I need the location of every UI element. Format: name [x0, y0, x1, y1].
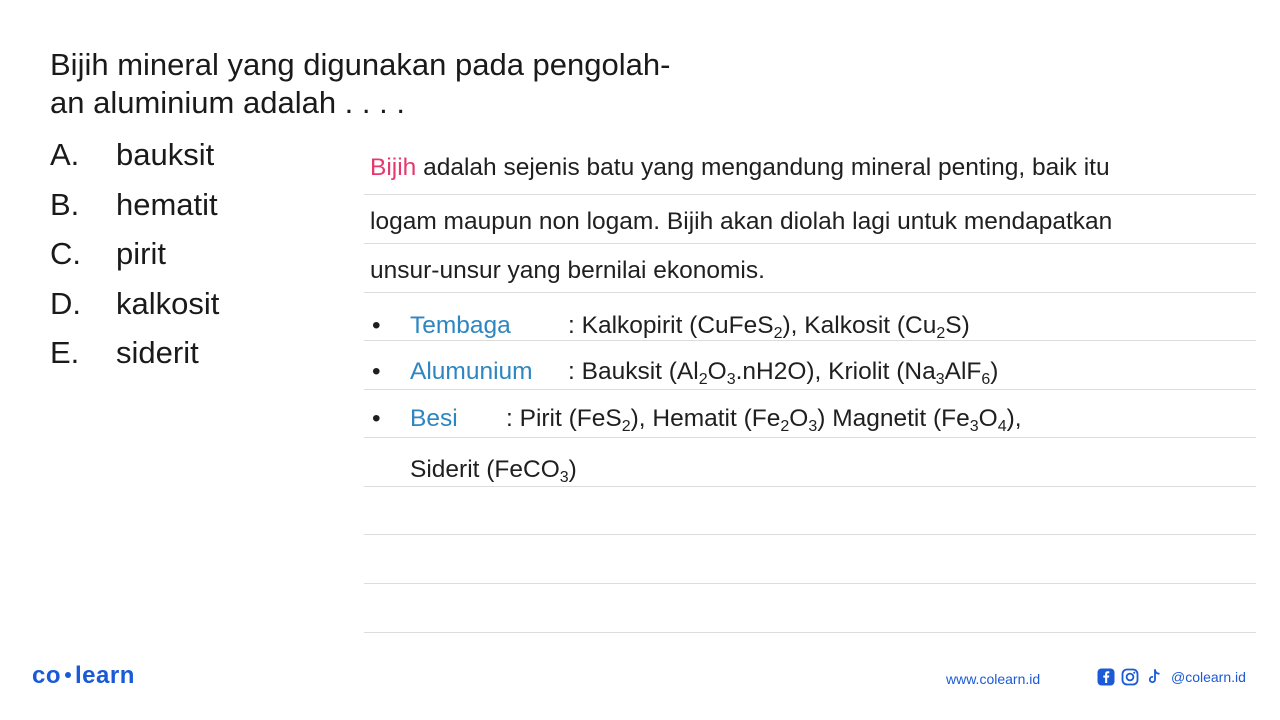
website-link[interactable]: www.colearn.id [946, 671, 1041, 687]
colearn-logo[interactable]: co learn [32, 662, 135, 689]
bullet-detail: : Bauksit $(Al_2O_3.nH2O)$, Kriolit $(Na_3AlF_6)$ [568, 358, 999, 388]
bullet-detail: : Kalkopirit (CuFeS$_2$), Kalkosit $(Cu_2S)$ [568, 312, 970, 342]
bullet-name: Tembaga [410, 312, 511, 339]
bullet-tembaga [372, 306, 970, 346]
bullet-continuation: Siderit (FeCO$_3$) [410, 456, 577, 486]
explanation-line-3: unsur-unsur yang bernilai ekonomis. [370, 257, 765, 284]
question-line-2: an aluminium adalah . . . . [50, 85, 405, 120]
explanation-line-2: logam maupun non logam. Bijih akan diolah lagi untuk mendapatkan [370, 208, 1113, 235]
logo-dot [65, 672, 71, 678]
rule-line [364, 194, 1256, 195]
question-line-1: Bijih mineral yang digunakan pada pengolah- [50, 47, 671, 82]
option-text: siderit [116, 335, 199, 370]
bullet-dot: • [372, 358, 381, 385]
option-text: bauksit [116, 137, 215, 172]
bullet-dot: • [372, 312, 381, 339]
option-d[interactable] [50, 281, 219, 331]
answer-options [50, 132, 219, 380]
option-a[interactable] [50, 132, 219, 182]
bullet-besi [372, 399, 1022, 439]
option-text: pirit [116, 236, 166, 271]
option-letter: C. [50, 236, 81, 271]
option-b[interactable] [50, 182, 219, 232]
rule-line [364, 632, 1256, 633]
bullet-name: Alumunium [410, 358, 533, 385]
option-text: kalkosit [116, 285, 220, 321]
bullet-alumunium [372, 352, 998, 392]
facebook-icon[interactable] [1097, 668, 1115, 686]
social-handle[interactable]: @colearn.id [1171, 669, 1246, 685]
social-links [1097, 668, 1246, 686]
highlight-word: Bijih [370, 154, 417, 181]
question [50, 46, 670, 122]
bullet-detail: : Pirit (FeS$_2$), Hematit $(Fe_2O_3)$ Magnetit $(Fe_3O_4)$, [506, 405, 1022, 435]
explanation-line-1: Bijih adalah sejenis batu yang mengandung mineral penting, baik itu [370, 154, 1110, 181]
rule-line [364, 243, 1256, 244]
bullet-dot: • [372, 405, 381, 432]
instagram-icon[interactable] [1121, 668, 1139, 686]
option-e[interactable] [50, 330, 219, 380]
option-letter: D. [50, 285, 81, 321]
option-letter: A. [50, 137, 80, 172]
bullet-name: Besi [410, 405, 458, 432]
tiktok-icon[interactable] [1145, 668, 1163, 686]
option-letter: E. [50, 335, 80, 370]
option-text: hematit [116, 186, 218, 222]
rule-line [364, 583, 1256, 584]
rule-line [364, 292, 1256, 293]
option-letter: B. [50, 186, 80, 222]
rule-line [364, 534, 1256, 535]
option-c[interactable] [50, 231, 219, 281]
